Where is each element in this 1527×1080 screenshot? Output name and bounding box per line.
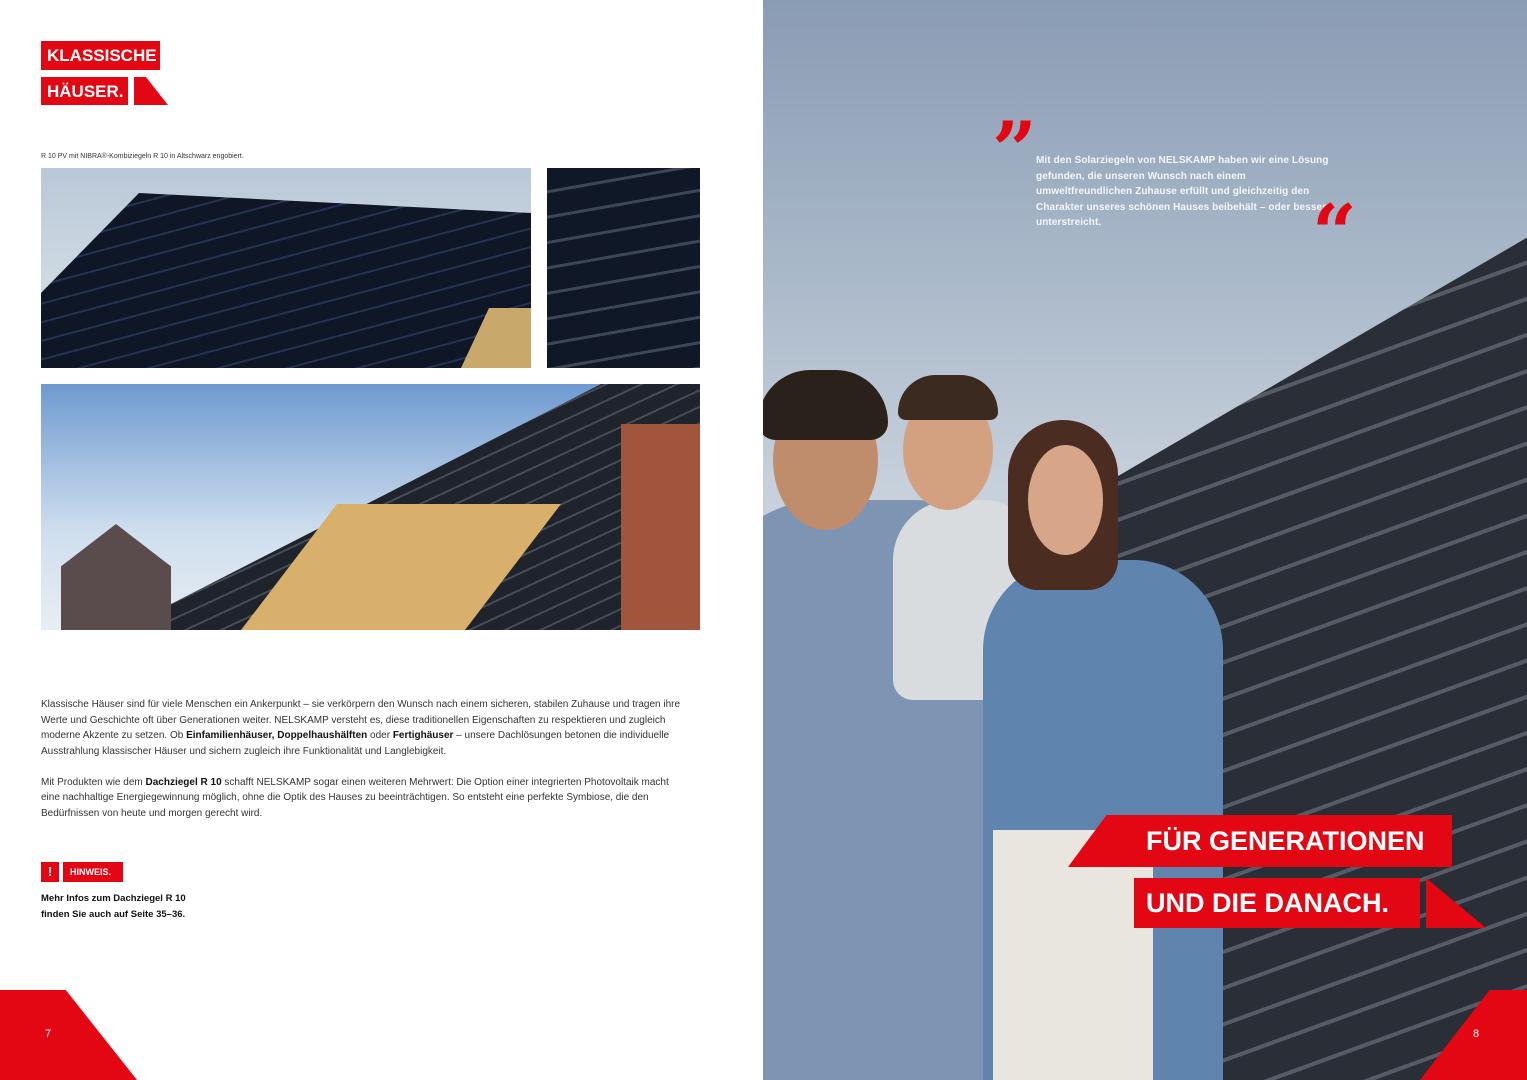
- page-number-right: 8: [1473, 1028, 1480, 1040]
- paragraph-2: Mit Produkten wie dem Dachziegel R 10 schafft NELSKAMP sogar einen weiteren Mehrwert: Die Option einer integrierten Photovoltaik macht eine nachhaltige Energiegewinnung möglich, ohne die Optik des Hauses zu beeinträchtigen. So entsteht eine perfekte Symbiose, die den Bedürfnissen von heute und morgen gerecht wird.: [41, 776, 669, 819]
- right-headline-line-2: UND DIE DANACH.: [1134, 878, 1420, 928]
- quote-close-icon: “: [1312, 188, 1357, 279]
- photo-caption: R 10 PV mit NIBRA®-Kombiziegeln R 10 in Altschwarz engobiert.: [41, 153, 244, 160]
- photo-solar-roof-wide: [41, 168, 531, 368]
- right-headline-line-1: FÜR GENERATIONEN: [1134, 815, 1452, 867]
- headline-line-2: HÄUSER.: [41, 77, 128, 105]
- quote-open-icon: ”: [992, 105, 1037, 196]
- page-corner-left: [0, 990, 137, 1080]
- photo-roof-construction: [41, 384, 700, 630]
- photo-solar-roof-detail: [547, 168, 700, 368]
- headline-triangle: [134, 77, 168, 105]
- paragraph-1: Klassische Häuser sind für viele Menschen ein Ankerpunkt – sie verkörpern den Wunsch nach einem sicheren, stabilen Zuhause und tragen ihre Werte und Geschichte oft über Generationen weiter. NELSKAMP versteht es, diese traditionellen Eigenschaften zu respektieren und zugleich moderne Akzente zu setzen. Ob Einfamilienhäuser, Doppelhaushälften oder Fertighäuser – unsere Dachlösungen betonen die individuelle Ausstrahlung klassischer Häuser und sichern zugleich ihre Funktionalität und Langlebigkeit.: [41, 699, 681, 757]
- hinweis-exclamation-icon: !: [41, 862, 59, 882]
- testimonial-quote: Mit den Solarziegeln von NELSKAMP haben wir eine Lösung gefunden, die unseren Wunsch nach einem umweltfreundlichen Zuhause erfüllt und gleichzeitig den Charakter unseres schönen Hauses beibehält – oder besser: unterstreicht.: [1036, 155, 1330, 229]
- body-text: [41, 697, 681, 837]
- headline-line-1: KLASSISCHE: [41, 41, 160, 70]
- page-number-left: 7: [45, 1028, 52, 1040]
- hinweis-label: HINWEIS.: [63, 862, 123, 882]
- hinweis-text: Mehr Infos zum Dachziegel R 10 finden Sie auch auf Seite 35–36.: [41, 893, 186, 920]
